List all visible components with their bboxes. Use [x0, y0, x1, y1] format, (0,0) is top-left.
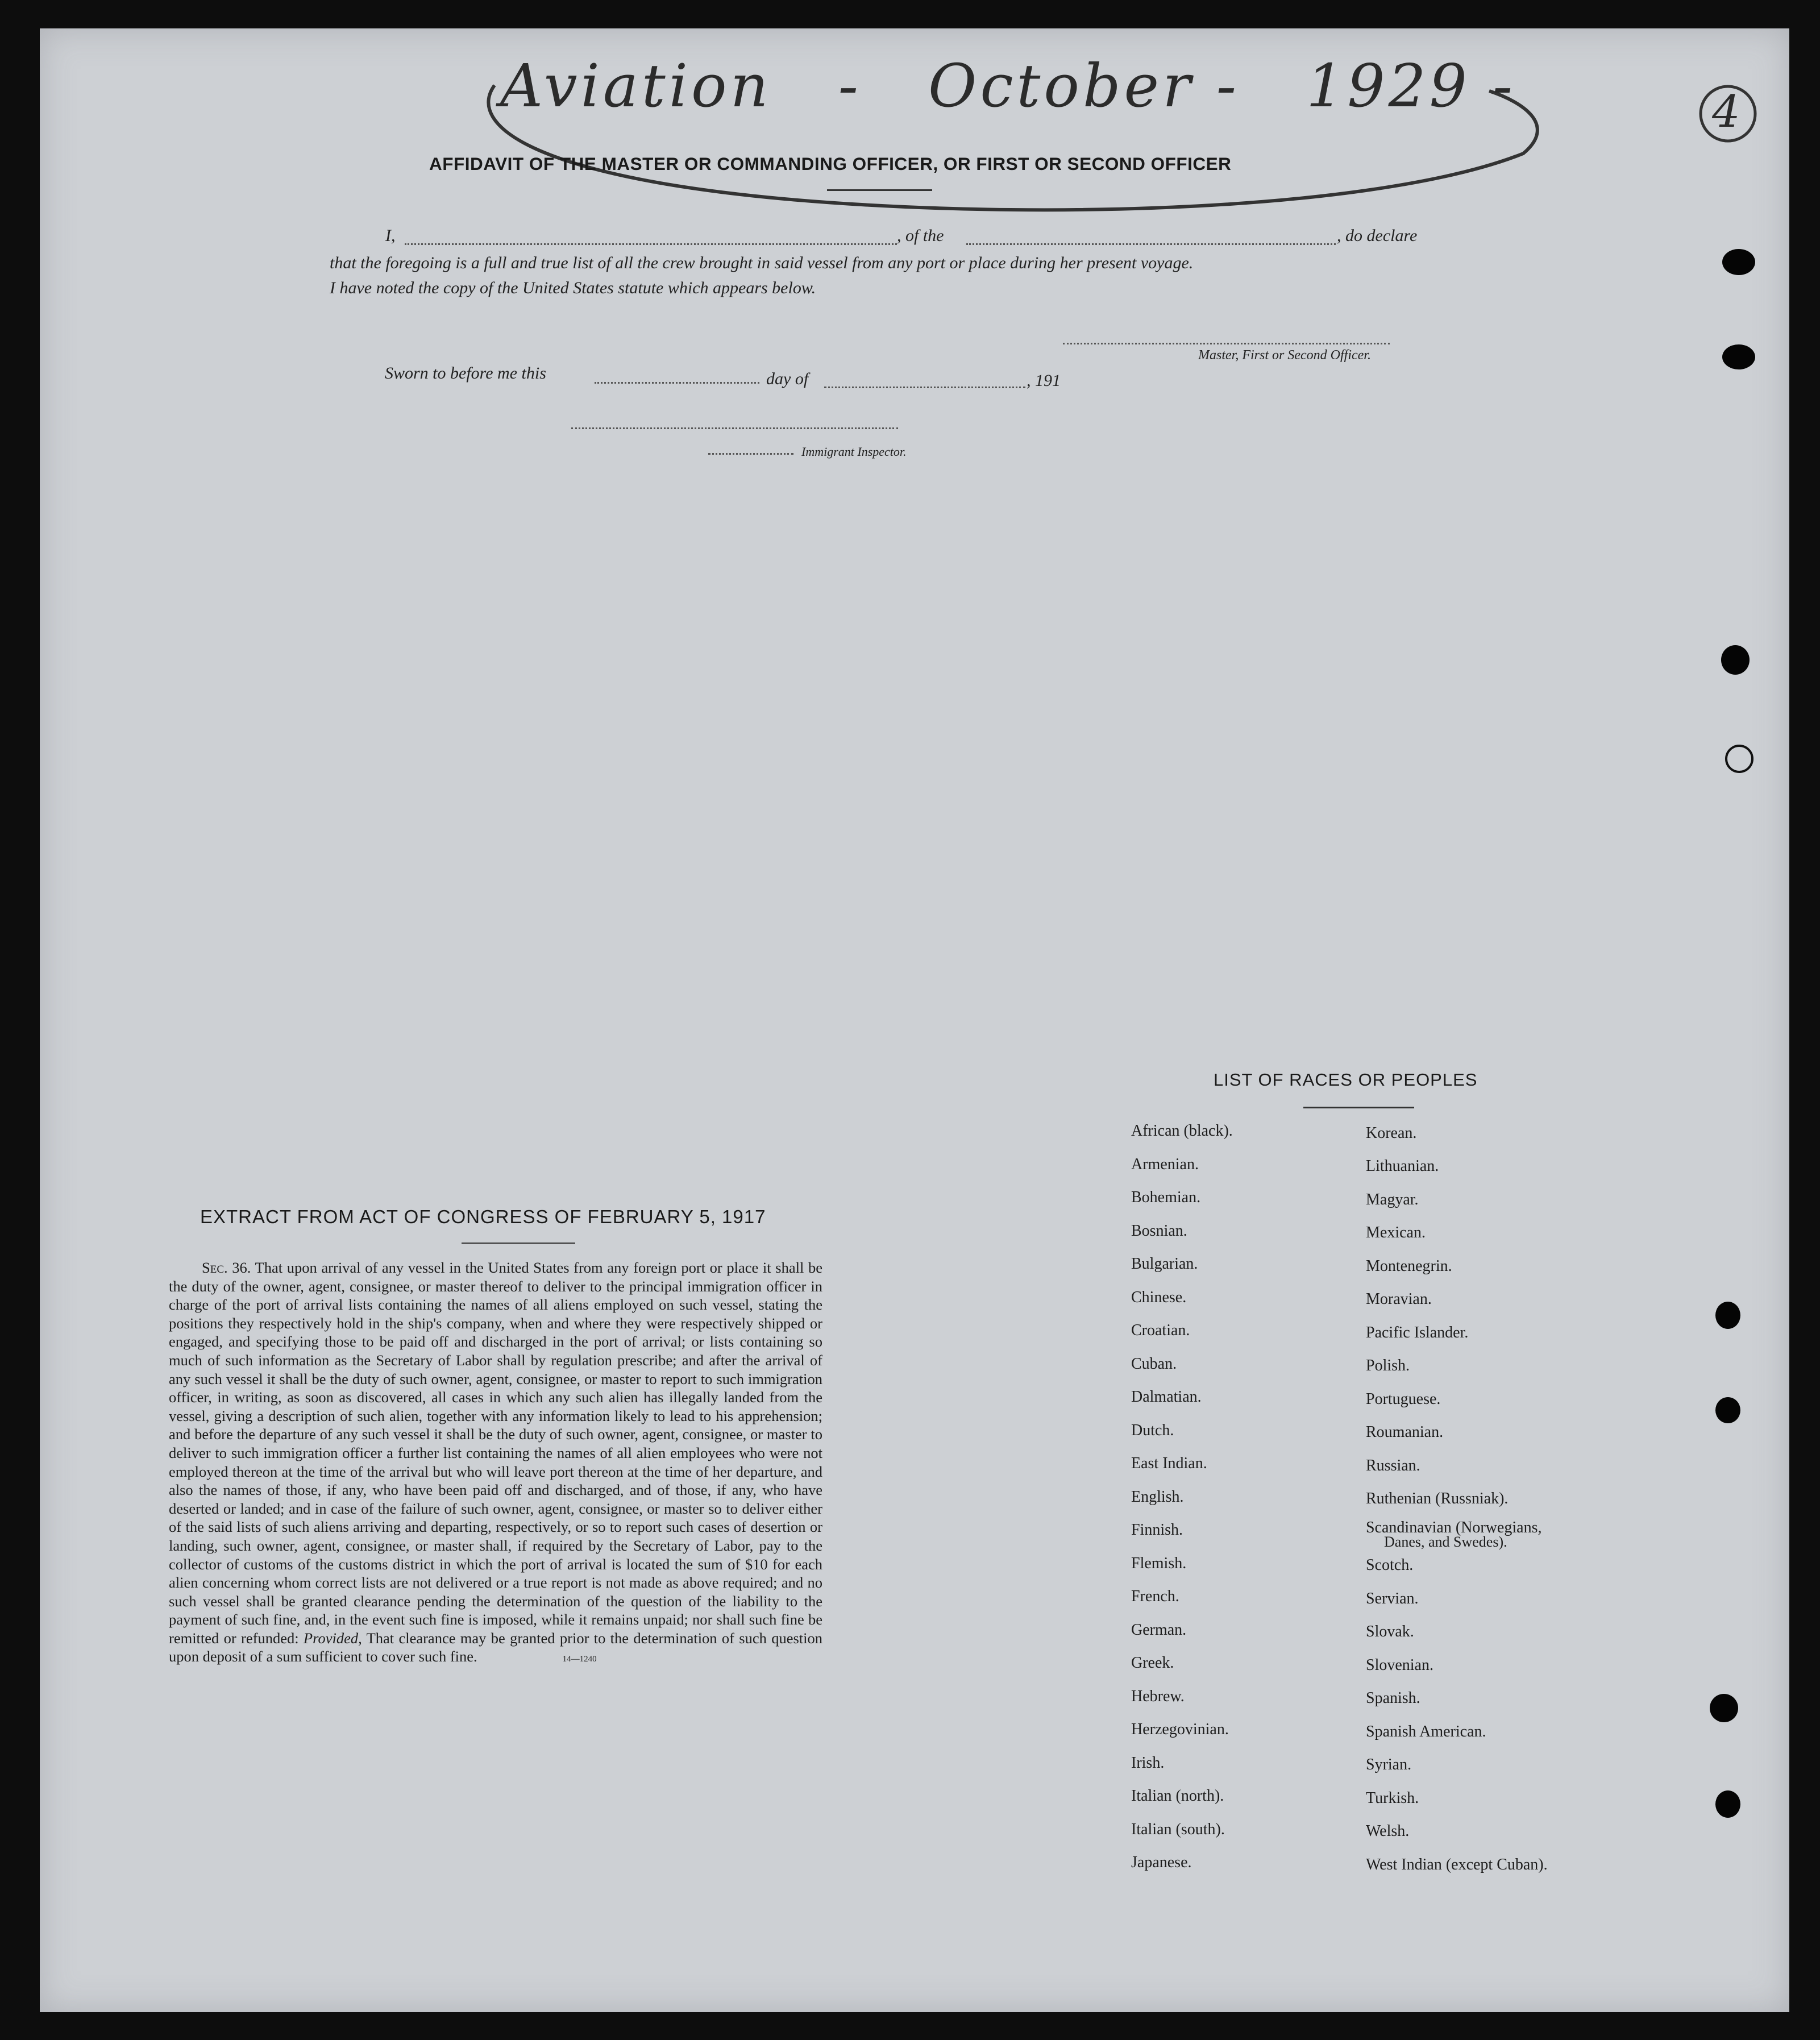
race-left-item: Hebrew.: [1131, 1688, 1185, 1705]
races-heading-rule: [1303, 1107, 1414, 1108]
race-left-item: Chinese.: [1131, 1289, 1187, 1306]
race-right-item: Slovak.: [1366, 1623, 1414, 1640]
race-right-item: Korean.: [1366, 1124, 1417, 1142]
race-right-item: Scandinavian (Norwegians,: [1366, 1519, 1542, 1536]
officer-signature-caption: Master, First or Second Officer.: [1198, 348, 1371, 363]
race-right-item: Polish.: [1366, 1357, 1410, 1374]
race-right-item: Portuguese.: [1366, 1390, 1441, 1408]
race-left-item: Finnish.: [1131, 1521, 1183, 1539]
race-right-item: Turkish.: [1366, 1789, 1419, 1807]
race-left-item: Armenian.: [1131, 1156, 1199, 1173]
race-left-item: Dutch.: [1131, 1422, 1174, 1439]
name-field[interactable]: [405, 243, 897, 245]
race-left-item: Cuban.: [1131, 1355, 1177, 1373]
race-left-item: Herzegovinian.: [1131, 1721, 1229, 1738]
punch-hole: [1722, 344, 1755, 369]
affidavit-body-line1: that the foregoing is a full and true list of all the crew brought in said vessel from any port or place during her present voyage.: [330, 254, 1194, 272]
statute-text: [169, 1258, 822, 1669]
officer-signature-field[interactable]: [1063, 343, 1390, 344]
inspector-signature-field[interactable]: [571, 427, 898, 429]
race-left-item: Italian (south).: [1131, 1821, 1225, 1838]
race-right-item: Mexican.: [1366, 1224, 1426, 1241]
races-heading: LIST OF RACES OR PEOPLES: [1214, 1070, 1478, 1090]
punch-hole: [1725, 745, 1753, 773]
inspector-lead-dots: [708, 453, 793, 455]
document-page: [40, 28, 1789, 2012]
vessel-field[interactable]: [966, 243, 1336, 245]
race-right-item: Moravian.: [1366, 1290, 1432, 1308]
punch-hole: [1715, 1790, 1740, 1818]
race-left-item: Japanese.: [1131, 1854, 1192, 1871]
affidavit-body-line2: I have noted the copy of the United States statute which appears below.: [330, 279, 816, 297]
extract-heading: EXTRACT FROM ACT OF CONGRESS OF FEBRUARY 5, 1917: [200, 1206, 766, 1227]
race-right-item: Syrian.: [1366, 1756, 1412, 1773]
sworn-day-field[interactable]: [595, 382, 759, 384]
race-left-item: Croatian.: [1131, 1322, 1190, 1339]
race-left-item: Bosnian.: [1131, 1222, 1187, 1240]
do-declare-label: , do declare: [1337, 226, 1418, 245]
statute-text-part1: That upon arrival of any vessel in the United States from any foreign port or place it shall be the duty of the owner, agent, consignee, or master thereof to deliver to the principal immigration officer in charge of the port of arrival lists containing the names of all aliens employed on such vessel, stating the positions they respectively hold in the ship's company, when and where they were respectively shipped or engaged, and specifying those to be paid off and discharged in the port of arrival; or lists containing so much of such information as the Secretary of Labor shall by regulation prescribe; and after the arrival of any such vessel it shall be the duty of such owner, agent, consignee, or master to report to such immigration officer, in writing, as soon as discovered, all cases in which any such alien has illegally landed from the vessel, giving a description of such alien, together with any information likely to lead to his apprehension; and before the departure of any such vessel it shall be the duty of such owner, agent, consignee, or master to deliver to such immigration officer a further list containing the names of all alien employees who were not employed thereon at the time of the arrival but who will leave port thereon at the time of her departure, and also the names of those, if any, who have been paid off and discharged, and of those, if any, who have deserted or landed; and in case of the failure of such owner, agent, consignee, or master so to deliver either of the said lists of such aliens arriving and departing, respectively, or so to report such cases of desertion or landing, such owner, agent, consignee, or master shall, if required by the Secretary of Labor, pay to the collector of customs of the customs district in which the port of arrival is located the sum of $10 for each alien concerning whom correct lists are not delivered or a true report is not made as above required; and no such vessel shall be granted clearance pending the determination of the question of the liability to the payment of such fine, and, in the event such fine is imposed, while it remains unpaid; nor shall such fine be remitted or refunded:: [169, 1259, 822, 1647]
race-right-item: Scotch.: [1366, 1556, 1414, 1574]
year-prefix: , 191: [1027, 371, 1061, 390]
inspector-caption: Immigrant Inspector.: [801, 444, 907, 459]
of-the-label: , of the: [897, 226, 944, 245]
race-left-item: Dalmatian.: [1131, 1388, 1202, 1406]
race-right-item: Spanish.: [1366, 1689, 1420, 1707]
affidavit-heading: AFFIDAVIT OF THE MASTER OR COMMANDING OFFICER, OR FIRST OR SECOND OFFICER: [429, 153, 1232, 174]
affidavit-i-label: I,: [385, 226, 396, 245]
race-right-item-continued: Danes, and Swedes).: [1384, 1534, 1507, 1550]
section-label: Sec. 36.: [202, 1259, 251, 1276]
race-left-item: Italian (north).: [1131, 1787, 1224, 1805]
race-left-item: French.: [1131, 1588, 1179, 1605]
heading-rule: [827, 189, 932, 191]
punch-hole: [1710, 1694, 1738, 1722]
race-right-item: Roumanian.: [1366, 1423, 1444, 1441]
form-number: 14—1240: [562, 1655, 597, 1664]
race-left-item: English.: [1131, 1488, 1184, 1506]
extract-heading-rule: [462, 1243, 575, 1244]
race-right-item: Montenegrin.: [1366, 1257, 1452, 1275]
race-left-item: Greek.: [1131, 1654, 1174, 1672]
race-right-item: Pacific Islander.: [1366, 1324, 1469, 1341]
race-left-item: East Indian.: [1131, 1455, 1207, 1472]
sworn-label: Sworn to before me this: [385, 364, 546, 383]
race-right-item: Ruthenian (Russniak).: [1366, 1490, 1509, 1507]
day-of-label: day of: [766, 369, 809, 388]
race-right-item: Lithuanian.: [1366, 1157, 1439, 1175]
punch-hole: [1721, 645, 1750, 675]
race-right-item: Welsh.: [1366, 1822, 1410, 1840]
race-left-item: Bohemian.: [1131, 1189, 1201, 1206]
punch-hole: [1722, 249, 1755, 275]
race-left-item: Flemish.: [1131, 1555, 1187, 1572]
race-left-item: Irish.: [1131, 1754, 1165, 1772]
provided-label: Provided,: [303, 1629, 362, 1647]
race-left-item: African (black).: [1131, 1122, 1233, 1140]
race-right-item: Russian.: [1366, 1457, 1420, 1474]
race-right-item: West Indian (except Cuban).: [1366, 1856, 1548, 1873]
race-right-item: Spanish American.: [1366, 1723, 1486, 1740]
race-right-item: Magyar.: [1366, 1191, 1419, 1208]
sworn-month-field[interactable]: [824, 387, 1025, 388]
race-right-item: Slovenian.: [1366, 1656, 1433, 1674]
race-right-item: Servian.: [1366, 1590, 1419, 1607]
punch-hole: [1715, 1397, 1740, 1423]
page-number: 4: [1712, 86, 1744, 138]
race-left-item: German.: [1131, 1621, 1187, 1639]
statute-text-part2: That clearance may be granted prior to the determination of such question upon deposit of a sum sufficient to cover such fine.: [169, 1629, 822, 1665]
race-left-item: Bulgarian.: [1131, 1255, 1198, 1273]
punch-hole: [1715, 1302, 1740, 1329]
handwritten-annotation: Aviation - October - 1929 -: [500, 51, 1516, 121]
